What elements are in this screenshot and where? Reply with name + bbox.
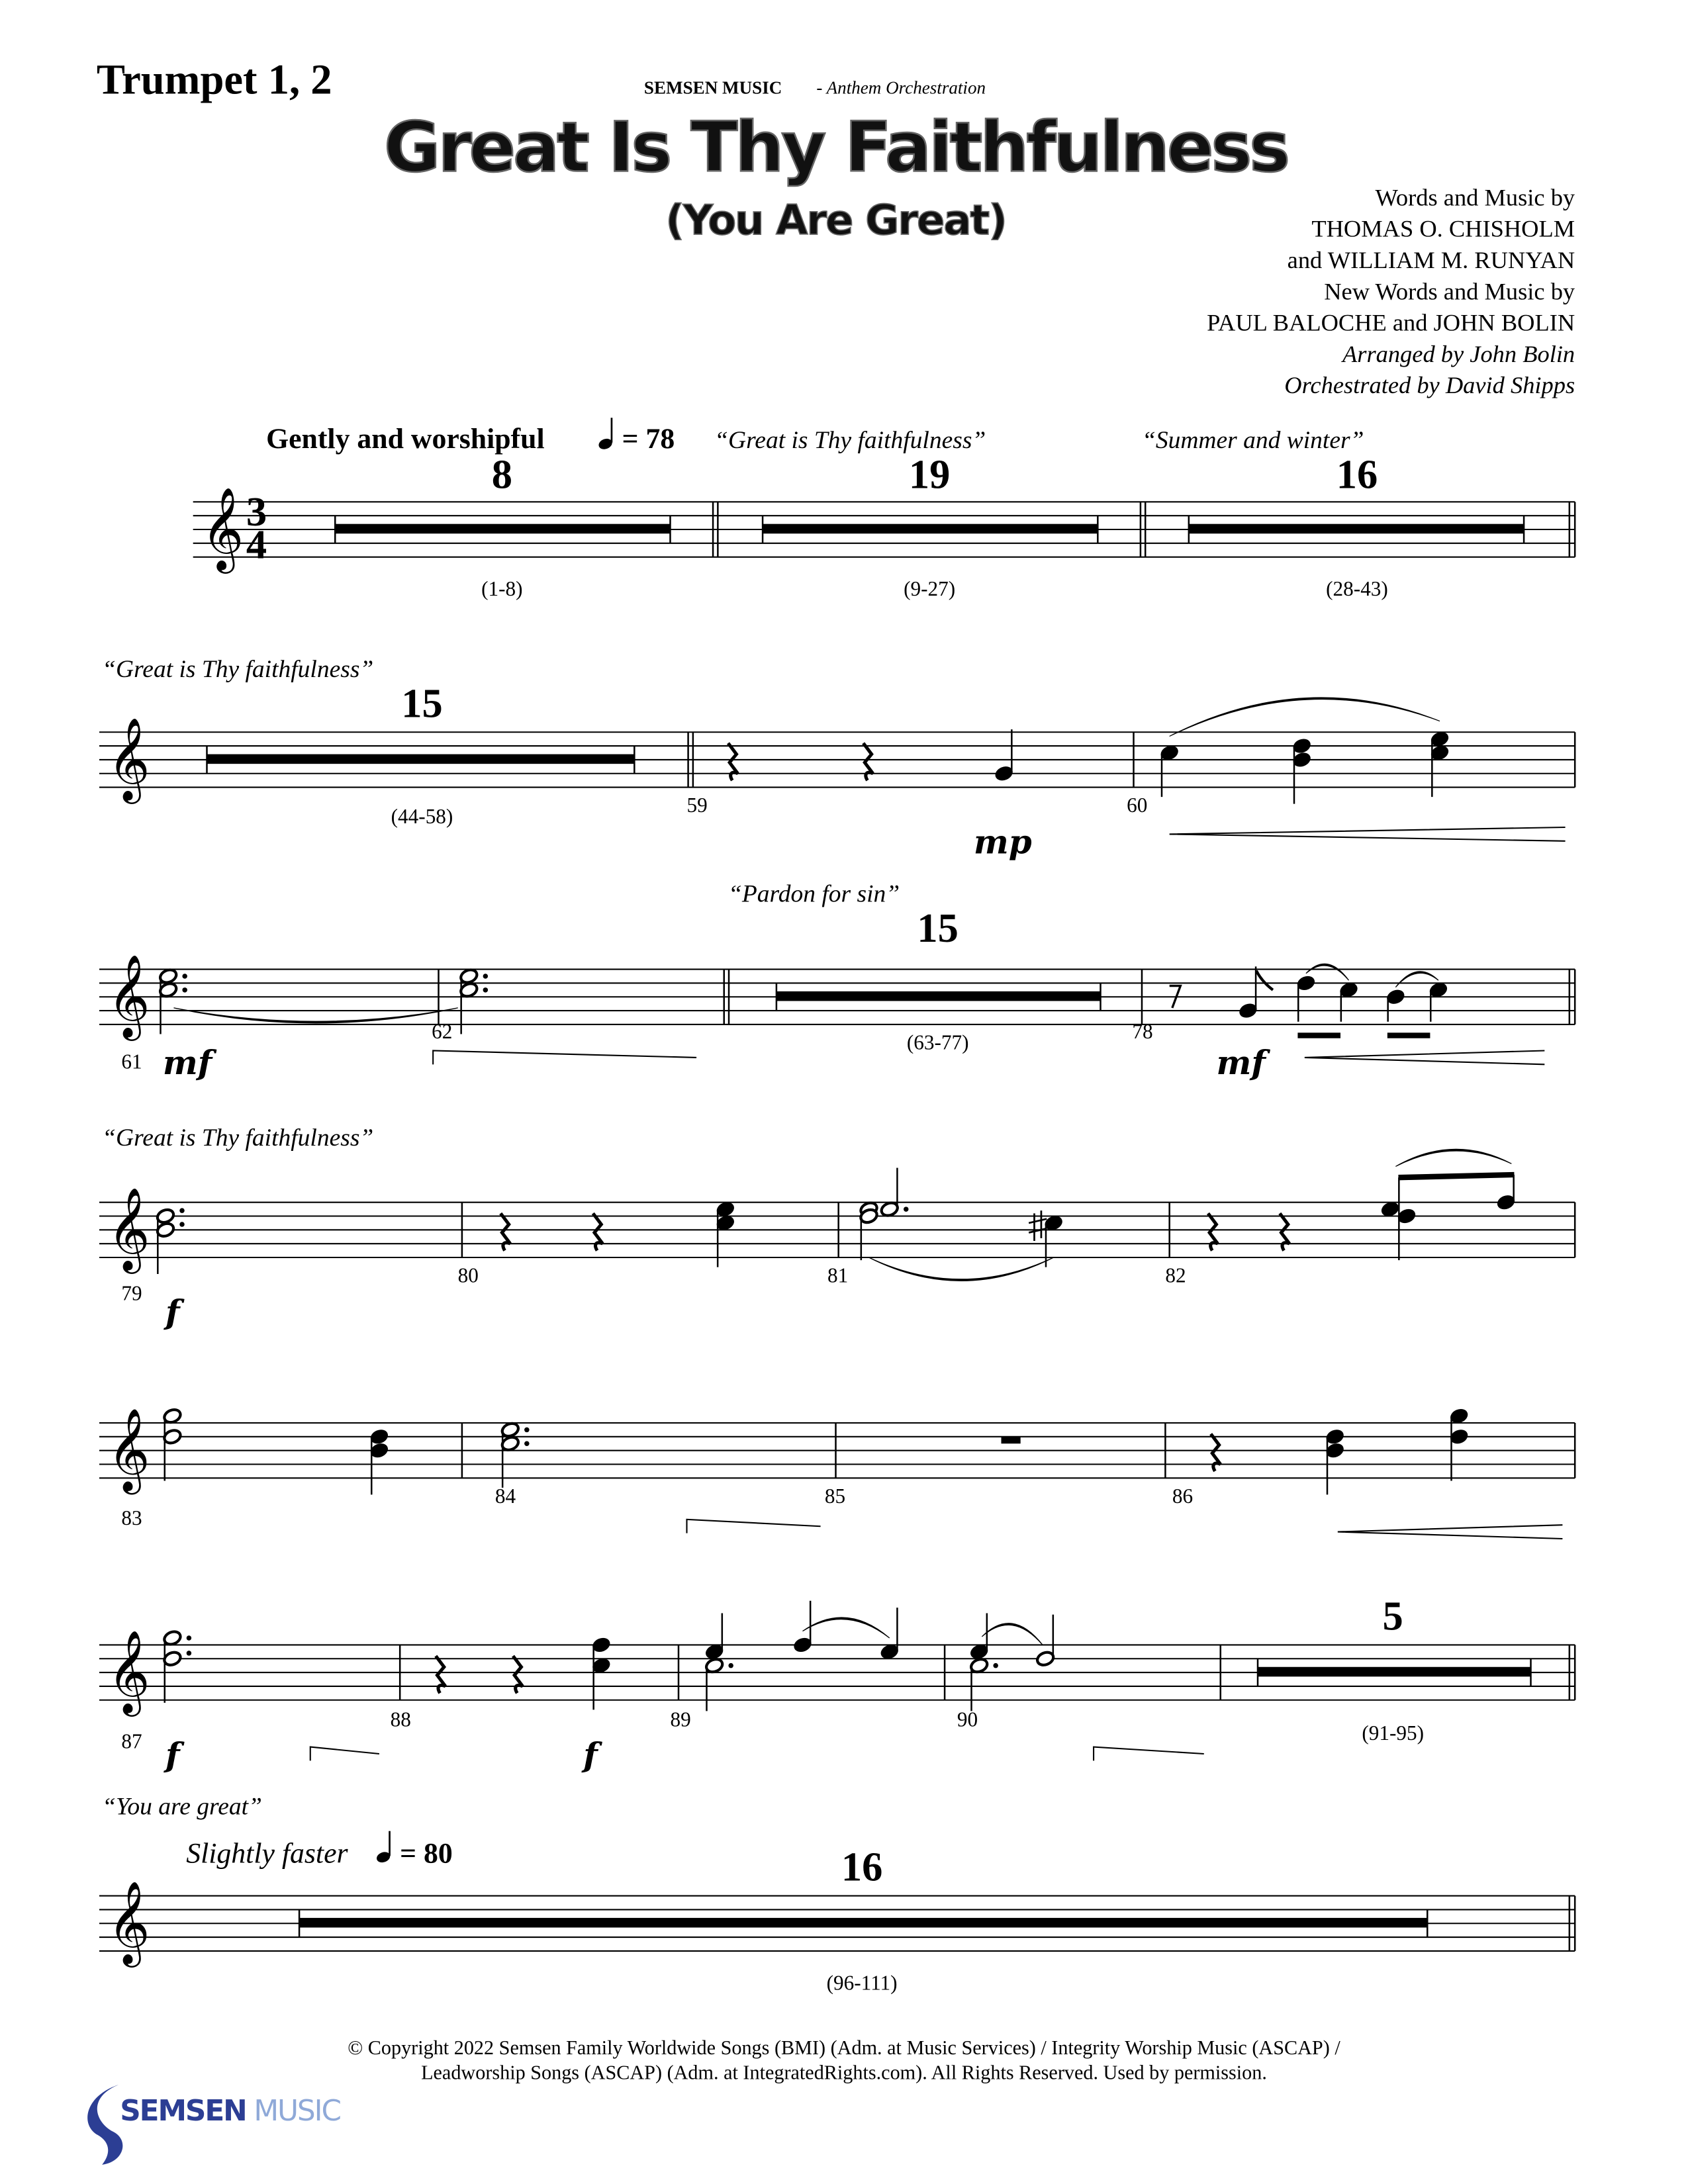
- dynamic-mf: mf: [162, 1042, 212, 1082]
- logo-text: MUSIC: [254, 2094, 340, 2128]
- multirest-range: (1-8): [481, 577, 523, 600]
- treble-clef-icon: 𝄞: [107, 1407, 150, 1492]
- quarter-rest-icon: [728, 743, 738, 780]
- multirest-count: 5: [1382, 1592, 1403, 1639]
- multirest-count: 15: [917, 904, 959, 951]
- cue-text: “Summer and winter”: [1142, 427, 1364, 455]
- multirest-range: (96-111): [826, 1971, 898, 1995]
- quarter-rest-icon: [1280, 1213, 1289, 1250]
- crescendo-hairpin: [1305, 1051, 1544, 1065]
- measure-number: 60: [1127, 794, 1148, 817]
- dot: [187, 1651, 192, 1656]
- cue-text: “Great is Thy faithfulness”: [102, 655, 374, 683]
- dot: [182, 987, 187, 992]
- dot: [187, 1635, 192, 1640]
- measure-number: 88: [390, 1707, 411, 1731]
- credit-line: PAUL BALOCHE and JOHN BOLIN: [1207, 309, 1575, 336]
- multirest-range: (63-77): [906, 1030, 969, 1054]
- copyright-line: © Copyright 2022 Semsen Family Worldwide Songs (BMI) (Adm. at Music Services) / Integrity Worship Music (ASCAP) /: [348, 2036, 1340, 2060]
- multirest-count: 8: [491, 451, 512, 498]
- slur: [869, 1257, 1054, 1281]
- treble-clef-icon: 𝄞: [107, 1880, 150, 1964]
- publisher-label: SEMSEN MUSIC: [643, 77, 782, 98]
- multirest-range: (9-27): [904, 577, 956, 600]
- treble-clef-icon: 𝄞: [107, 953, 150, 1038]
- logo-text: SEMSEN: [120, 2094, 246, 2128]
- multirest-count: 16: [841, 1843, 883, 1890]
- dot: [524, 1441, 530, 1446]
- treble-clef-icon: 𝄞: [107, 716, 150, 801]
- quarter-rest-icon: [513, 1656, 523, 1693]
- dynamic-f: f: [165, 1735, 180, 1774]
- multirest-bar: [1189, 524, 1524, 534]
- credit-line: Words and Music by: [1375, 184, 1575, 211]
- copyright-line: Leadworship Songs (ASCAP) (Adm. at IntegratedRights.com). All Rights Reserved. Used by permission.: [421, 2061, 1267, 2084]
- crescendo-hairpin: [1338, 1525, 1563, 1539]
- quarter-rest-icon: [1211, 1434, 1221, 1471]
- measure-number: 86: [1172, 1484, 1194, 1508]
- dot: [728, 1663, 733, 1668]
- quarter-note-icon: [375, 1831, 392, 1864]
- tempo-bpm: = 80: [400, 1837, 453, 1870]
- multirest-bar: [763, 524, 1098, 534]
- measure-number: 85: [824, 1484, 846, 1508]
- multirest-count: 15: [401, 680, 443, 727]
- treble-clef-icon: 𝄞: [201, 486, 244, 570]
- quarter-note-icon: [597, 418, 614, 451]
- dot: [483, 987, 489, 992]
- measure-number: 89: [670, 1707, 691, 1731]
- slur: [1395, 1149, 1511, 1166]
- instrument-name: Trumpet 1, 2: [96, 55, 332, 103]
- dynamic-f: f: [165, 1293, 180, 1332]
- multirest-bar: [335, 524, 670, 534]
- multirest-count: 16: [1336, 451, 1378, 498]
- multirest-bar: [207, 754, 635, 764]
- slur: [982, 1623, 1043, 1645]
- cue-text: “Great is Thy faithfulness”: [714, 427, 986, 455]
- multirest-bar: [776, 991, 1101, 1001]
- dynamic-mp: mp: [973, 822, 1032, 862]
- slur: [1170, 698, 1440, 737]
- dot: [179, 1222, 185, 1227]
- measure-number: 59: [686, 794, 708, 817]
- dot: [993, 1663, 998, 1668]
- credit-line: Arranged by John Bolin: [1342, 340, 1575, 367]
- cue-text: “You are great”: [102, 1793, 262, 1821]
- credit-line: and WILLIAM M. RUNYAN: [1287, 247, 1575, 273]
- quarter-rest-icon: [500, 1213, 510, 1250]
- dot: [179, 1208, 185, 1212]
- multirest-range: (28-43): [1326, 577, 1388, 600]
- measure-number: 78: [1132, 1019, 1153, 1043]
- decrescendo-hairpin: [1094, 1747, 1204, 1761]
- measure-number: 82: [1165, 1263, 1186, 1287]
- credits: [1207, 184, 1575, 398]
- tempo-marking: Slightly faster: [186, 1837, 348, 1870]
- measure-number: 84: [494, 1484, 516, 1508]
- beam: [1399, 1175, 1515, 1177]
- quarter-rest-icon: [436, 1656, 445, 1693]
- note-head: [1380, 1201, 1400, 1218]
- credit-line: New Words and Music by: [1324, 278, 1575, 305]
- measure-number: 61: [121, 1050, 142, 1073]
- measure-number: 87: [121, 1729, 142, 1753]
- quarter-rest-icon: [863, 743, 873, 780]
- measure-number: 81: [827, 1263, 849, 1287]
- dot: [904, 1206, 909, 1211]
- measure-number: 80: [457, 1263, 479, 1287]
- crescendo-hairpin: [1170, 827, 1566, 841]
- credit-line: THOMAS O. CHISHOLM: [1311, 215, 1575, 242]
- dot: [483, 974, 489, 979]
- dynamic-mf: mf: [1216, 1042, 1266, 1082]
- logo-s-icon: [87, 2085, 122, 2165]
- cue-text: “Pardon for sin”: [728, 880, 900, 908]
- dot: [182, 974, 187, 979]
- measure-number: 83: [121, 1506, 142, 1530]
- decrescendo-hairpin: [310, 1747, 379, 1761]
- multirest-count: 19: [908, 451, 951, 498]
- decrescendo-hairpin: [687, 1520, 821, 1533]
- measure-number: 90: [957, 1707, 978, 1731]
- treble-clef-icon: 𝄞: [107, 1629, 150, 1713]
- measure-number: 62: [432, 1019, 453, 1043]
- slur: [1395, 972, 1438, 987]
- multirest-bar: [299, 1918, 1427, 1928]
- multirest-range: (91-95): [1362, 1721, 1425, 1745]
- time-signature-bottom: 4: [246, 521, 267, 568]
- cue-text: “Great is Thy faithfulness”: [102, 1124, 374, 1152]
- whole-rest-icon: [1002, 1437, 1021, 1443]
- multirest-range: (44-58): [391, 804, 453, 828]
- song-subtitle: (You Are Great): [665, 196, 1006, 245]
- tempo-bpm: = 78: [622, 423, 675, 455]
- treble-clef-icon: 𝄞: [107, 1186, 150, 1271]
- semsen-music-logo: [87, 2085, 340, 2165]
- sharp-icon: [1029, 1210, 1047, 1241]
- series-label: - Anthem Orchestration: [816, 77, 986, 98]
- time-signature-top: 3: [246, 488, 267, 535]
- slur: [803, 1617, 890, 1638]
- quarter-rest-icon: [1208, 1213, 1218, 1250]
- notation: [99, 486, 1575, 1967]
- flag: [1256, 971, 1273, 990]
- dot: [524, 1428, 530, 1433]
- dynamic-f: f: [583, 1735, 598, 1774]
- tempo-marking: Gently and worshipful: [266, 423, 545, 455]
- decrescendo-hairpin: [433, 1051, 696, 1065]
- multirest-bar: [1258, 1667, 1531, 1677]
- quarter-rest-icon: [593, 1213, 603, 1250]
- credit-line: Orchestrated by David Shipps: [1284, 372, 1575, 399]
- song-title: Great Is Thy Faithfulness: [384, 107, 1288, 188]
- measure-number: 79: [121, 1281, 142, 1305]
